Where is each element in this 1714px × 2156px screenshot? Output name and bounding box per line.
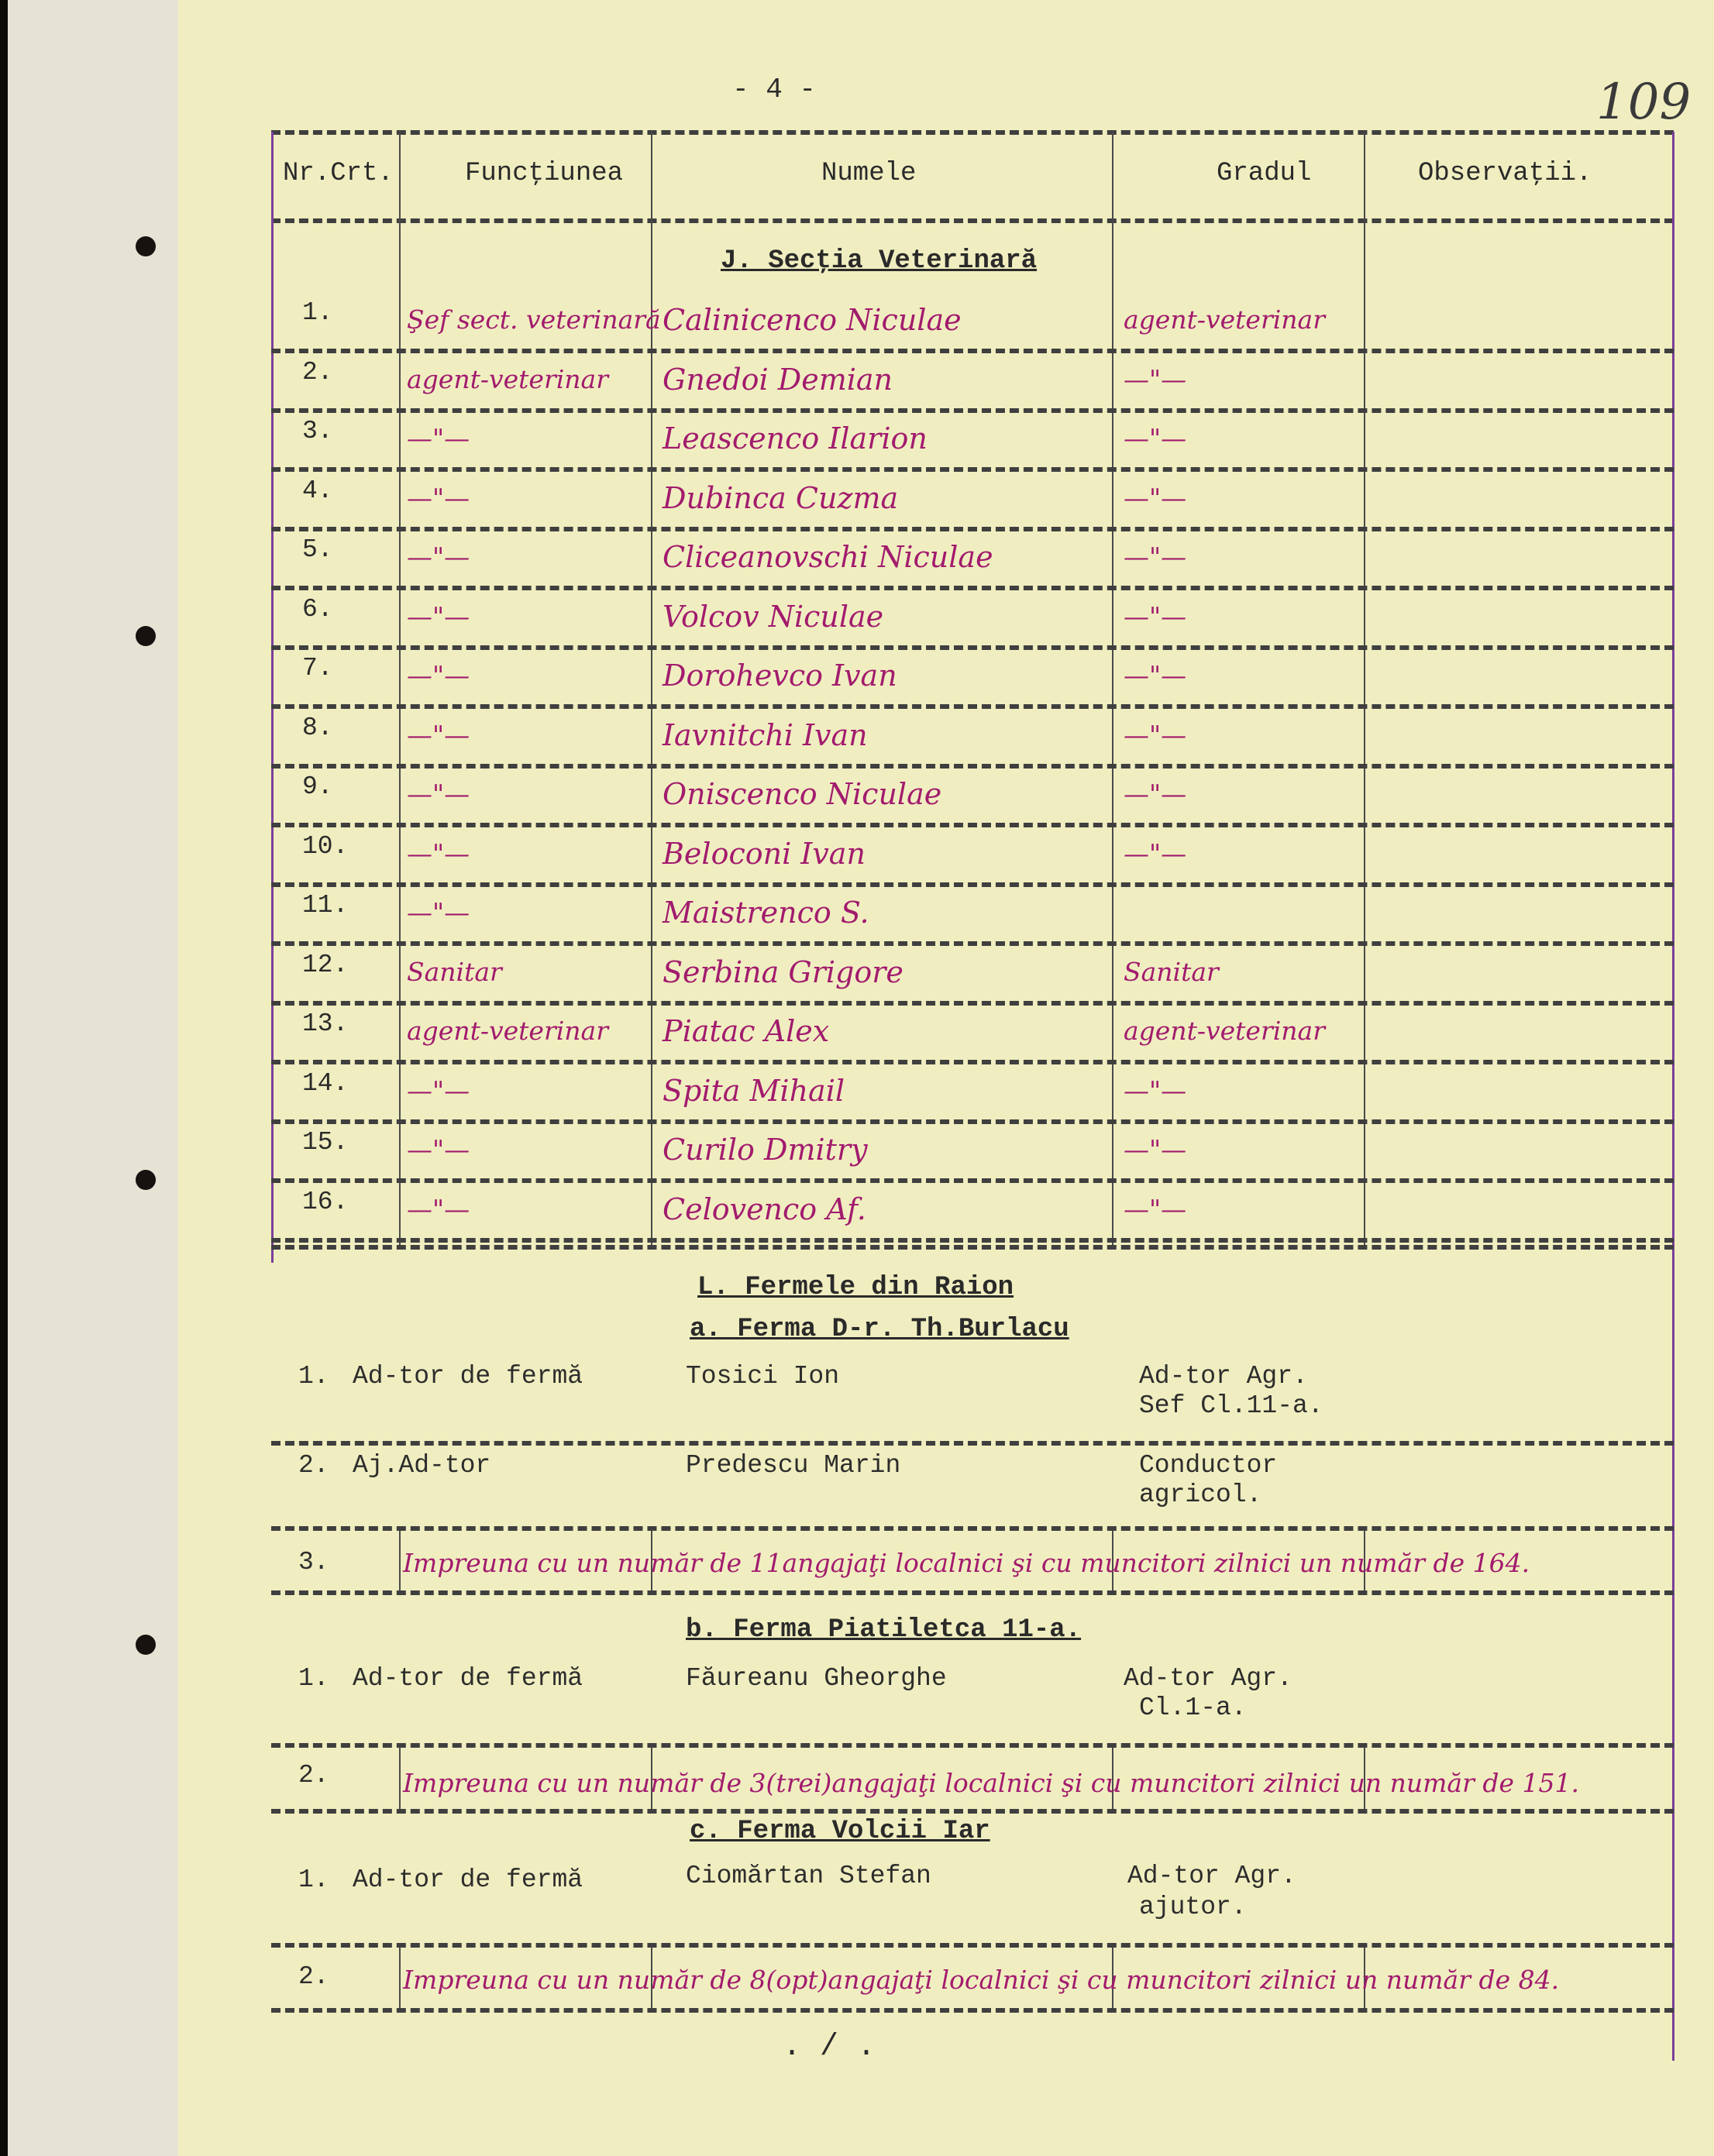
row-function: —"— (407, 1134, 470, 1164)
row-nr: 2. (298, 1962, 329, 1991)
row-name: Serbina Grigore (663, 955, 903, 989)
row-name: Maistrenco S. (663, 896, 869, 930)
row-grade: —"— (1124, 779, 1187, 809)
row-nr: 14. (302, 1069, 349, 1098)
row-function: Aj.Ad-tor (353, 1451, 491, 1480)
binding-strip (8, 0, 178, 2156)
row-function: —"— (407, 660, 470, 690)
row-rule (271, 1441, 1674, 1446)
table-top-rule (271, 130, 1674, 135)
row-nr: 2. (298, 1761, 329, 1790)
page-number: - 4 - (732, 74, 817, 105)
header-numele: Numele (821, 159, 917, 188)
row-function: agent-veterinar (407, 1016, 608, 1046)
row-grade: Ad-tor Agr. (1124, 1664, 1292, 1693)
row-nr: 2. (302, 358, 333, 387)
row-grade: Sanitar (1124, 957, 1219, 987)
row-grade: —"— (1124, 423, 1187, 453)
row-nr: 15. (302, 1128, 349, 1157)
row-function: —"— (407, 779, 470, 809)
row-name: Volcov Niculae (663, 600, 884, 634)
farm-c-title: c. Ferma Volcii Iar (690, 1817, 990, 1846)
row-grade: —"— (1124, 720, 1187, 750)
handwritten-note: Impreuna cu un număr de 3(trei)angajaţi localnici şi cu muncitori zilnici un număr de 151. (403, 1768, 1579, 1798)
row-name: Dorohevco Ivan (663, 658, 897, 693)
row-grade: —"— (1124, 1075, 1187, 1106)
row-nr: 6. (302, 595, 333, 624)
column-line (399, 1530, 401, 1592)
row-rule (271, 1743, 1674, 1748)
row-rule (271, 1526, 1674, 1531)
header-gradul: Gradul (1217, 159, 1312, 188)
row-function: Ad-tor de fermă (353, 1664, 583, 1693)
row-name: Gnedoi Demian (663, 363, 893, 397)
row-rule (271, 823, 1674, 827)
row-function: agent-veterinar (407, 364, 608, 394)
column-line (1112, 132, 1113, 1247)
row-nr: 1. (302, 298, 333, 327)
row-name: Predescu Marin (686, 1451, 901, 1480)
row-rule (271, 645, 1674, 650)
punch-hole (136, 1635, 156, 1655)
header-observatii: Observaţii. (1418, 159, 1592, 188)
row-function: —"— (407, 1194, 470, 1224)
handwritten-note: Impreuna cu un număr de 8(opt)angajaţi localnici şi cu muncitori zilnici un număr de 84. (403, 1965, 1560, 1995)
row-function: —"— (407, 601, 470, 631)
row-rule (271, 467, 1674, 472)
row-name: Piatac Alex (663, 1014, 830, 1048)
document-page (178, 0, 1714, 2156)
row-function: —"— (407, 542, 470, 572)
column-line (399, 1747, 401, 1809)
row-grade-line2: agricol. (1139, 1480, 1262, 1509)
row-grade-line2: Sef Cl.11-a. (1139, 1391, 1323, 1420)
row-nr: 10. (302, 832, 349, 861)
row-rule (271, 1178, 1674, 1183)
row-function: —"— (407, 423, 470, 453)
header-nr: Nr.Crt. (283, 159, 394, 188)
section-farms: L. Fermele din Raion (697, 1273, 1014, 1302)
section-rule (271, 1245, 1674, 1250)
row-nr: 9. (302, 772, 333, 801)
row-rule (271, 764, 1674, 769)
row-function: —"— (407, 720, 470, 750)
punch-hole (136, 236, 156, 256)
row-name: Iavnitchi Ivan (663, 718, 868, 752)
punch-hole (136, 1170, 156, 1190)
row-grade: —"— (1124, 838, 1187, 868)
handwritten-note: Impreuna cu un număr de 11angajaţi localnici şi cu muncitori zilnici un număr de 164. (403, 1548, 1530, 1578)
row-grade: Ad-tor Agr. (1139, 1362, 1308, 1391)
row-name: Făureanu Gheorghe (686, 1664, 947, 1693)
row-grade: —"— (1124, 1194, 1187, 1224)
page-footer: . / . (783, 2030, 876, 2065)
row-nr: 3. (302, 417, 333, 445)
row-function: Sanitar (407, 957, 502, 987)
row-nr: 2. (298, 1451, 329, 1480)
row-nr: 8. (302, 714, 333, 742)
row-nr: 3. (298, 1548, 329, 1577)
row-function: —"— (407, 483, 470, 513)
row-function: Ad-tor de fermă (353, 1362, 583, 1391)
section-veterinary: J. Secţia Veterinară (721, 246, 1038, 276)
row-grade: —"— (1124, 364, 1187, 394)
row-rule (271, 408, 1674, 413)
row-grade: —"— (1124, 660, 1187, 690)
row-grade: —"— (1124, 542, 1187, 572)
header-bottom-rule (271, 218, 1674, 223)
row-rule (271, 1809, 1674, 1814)
row-name: Celovenco Af. (663, 1192, 866, 1226)
row-grade-line2: Cl.1-a. (1139, 1694, 1247, 1722)
row-rule (271, 1060, 1674, 1064)
column-line (1364, 132, 1365, 1247)
handwritten-page-number: 109 (1596, 74, 1692, 131)
row-rule (271, 941, 1674, 946)
row-grade: Ad-tor Agr. (1127, 1862, 1296, 1890)
row-nr: 12. (302, 951, 349, 979)
row-name: Ciomărtan Stefan (686, 1862, 931, 1890)
row-function: Ad-tor de fermă (353, 1865, 583, 1894)
row-nr: 1. (298, 1664, 329, 1693)
row-name: Oniscenco Niculae (663, 777, 942, 811)
row-nr: 1. (298, 1362, 329, 1391)
row-rule (271, 704, 1674, 709)
column-line (651, 132, 652, 1247)
row-name: Calinicenco Niculae (663, 303, 962, 337)
row-nr: 4. (302, 476, 333, 505)
row-nr: 1. (298, 1865, 329, 1894)
column-line (399, 1947, 401, 2009)
row-name: Tosici Ion (686, 1362, 840, 1391)
row-grade-line2: ajutor. (1139, 1893, 1247, 1921)
row-grade: agent-veterinar (1124, 304, 1325, 335)
row-nr: 5. (302, 535, 333, 564)
row-rule (271, 349, 1674, 353)
row-nr: 13. (302, 1009, 349, 1038)
row-nr: 16. (302, 1188, 349, 1216)
row-grade: agent-veterinar (1124, 1016, 1325, 1046)
row-grade: Conductor (1139, 1451, 1278, 1480)
column-line (399, 132, 401, 1247)
row-name: Spita Mihail (663, 1074, 845, 1108)
column-line (271, 132, 274, 1263)
row-nr: 7. (302, 654, 333, 683)
row-name: Dubinca Cuzma (663, 481, 899, 515)
row-rule (271, 527, 1674, 531)
row-function: —"— (407, 838, 470, 868)
row-function: —"— (407, 897, 470, 927)
row-grade: —"— (1124, 483, 1187, 513)
row-rule (271, 1238, 1674, 1243)
row-rule (271, 1590, 1674, 1595)
row-rule (271, 882, 1674, 887)
farm-b-title: b. Ferma Piatiletca 11-a. (686, 1615, 1082, 1645)
row-rule (271, 2008, 1674, 2013)
row-name: Leascenco Ilarion (663, 421, 928, 456)
row-rule (271, 1001, 1674, 1006)
row-grade: —"— (1124, 601, 1187, 631)
row-rule (271, 1943, 1674, 1948)
row-nr: 11. (302, 891, 349, 920)
farm-a-title: a. Ferma D-r. Th.Burlacu (690, 1315, 1069, 1344)
row-name: Cliceanovschi Niculae (663, 540, 993, 574)
row-name: Beloconi Ivan (663, 837, 866, 871)
row-function: —"— (407, 1075, 470, 1106)
row-rule (271, 586, 1674, 590)
column-line (1672, 132, 1674, 2061)
punch-hole (136, 626, 156, 646)
header-functiunea: Funcţiunea (465, 159, 624, 188)
row-name: Curilo Dmitry (663, 1133, 868, 1167)
row-grade: —"— (1124, 1134, 1187, 1164)
row-rule (271, 1119, 1674, 1124)
row-function: Şef sect. veterinară (407, 304, 661, 335)
